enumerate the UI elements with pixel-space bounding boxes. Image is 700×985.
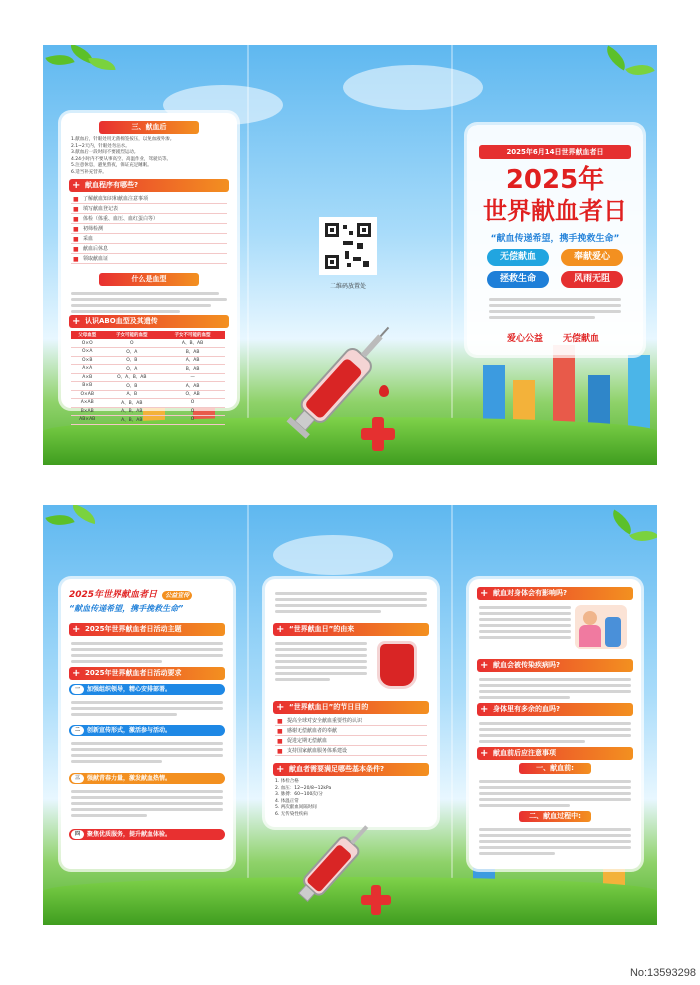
- program-step: ■ 领取献血证: [71, 255, 227, 264]
- requirement-item: [69, 684, 225, 695]
- requirement-body: [71, 739, 223, 766]
- abo-cell: B、AB: [160, 365, 225, 374]
- red-cross-icon: [361, 885, 391, 915]
- cover-body-text: [489, 295, 621, 322]
- cover-title: 世界献血者日: [483, 197, 627, 225]
- abo-cell: O、A: [103, 365, 160, 374]
- abo-cell: A、B、AB: [103, 416, 160, 425]
- requirement-body: [71, 698, 223, 719]
- leaf-decoration: [601, 45, 631, 70]
- bottom-tag: 无偿献血: [563, 334, 600, 344]
- back-heading-badge: 公益宣传: [162, 591, 192, 600]
- bottom-tag: 爱心公益: [507, 334, 544, 344]
- program-step: ■ 献血后休息: [71, 245, 227, 254]
- back-slogan: “献血传递希望，携手挽救生命”: [69, 604, 184, 613]
- abo-cell: O: [160, 399, 225, 408]
- abo-cell: A×AB: [71, 399, 103, 408]
- condition-item: 2. 血压：12~20/8~12kPa: [275, 785, 332, 791]
- abo-row: [71, 382, 225, 391]
- pill-tag: 拯救生命: [487, 271, 549, 288]
- requirement-text: 创新宣传形式，激活参与活动。: [87, 727, 172, 734]
- abo-row: [71, 356, 225, 365]
- abo-row: [71, 390, 225, 399]
- red-cross-icon: [361, 417, 395, 451]
- theme-title: + 2025年世界献血者日活动主题: [69, 623, 225, 636]
- abo-cell: A×B: [71, 373, 103, 382]
- abo-cell: O、AB: [160, 390, 225, 399]
- abo-row: [71, 365, 225, 374]
- program-step: ■ 填写献血登记表: [71, 205, 227, 214]
- cover-year: 2025年: [505, 165, 605, 195]
- requirement-number: 二: [71, 726, 84, 735]
- abo-table: [71, 331, 225, 425]
- requirement-item: [69, 725, 225, 736]
- abo-row: [71, 407, 225, 416]
- abo-cell: O×O: [71, 339, 103, 348]
- fold-line: [451, 505, 453, 925]
- leaf-decoration: [45, 49, 74, 71]
- text-line: 1.献血后，针眼处用无菌棉签按压，以免血液外渗。: [71, 137, 175, 142]
- purpose-item: ■ 提高全球对安全献血重要性的认识: [275, 717, 427, 726]
- text-line: 2.1~2天内，针眼处勿沾水。: [71, 143, 130, 149]
- qr-code-graphic: [323, 221, 373, 271]
- program-title: + 献血程序有哪些?: [69, 179, 229, 192]
- abo-row: [71, 399, 225, 408]
- program-step: ■ 采血: [71, 235, 227, 244]
- abo-cell: B×B: [71, 382, 103, 391]
- leaf-decoration: [629, 524, 657, 548]
- after-donation-text: [71, 137, 227, 176]
- blood-bag-icon: [377, 641, 417, 689]
- abo-cell: O、A: [103, 348, 160, 357]
- blood-type-title: 什么是血型: [99, 273, 199, 286]
- purpose-item: ■ 支持国家献血服务体系建设: [275, 747, 427, 756]
- conditions-title: + 献血者需要满足哪些基本条件?: [273, 763, 429, 776]
- condition-item: 1. 体检合格: [275, 779, 299, 784]
- effect-text: [479, 603, 571, 642]
- fold-line: [451, 45, 453, 465]
- abo-cell: AB×AB: [71, 416, 103, 425]
- theme-text: [71, 639, 223, 666]
- text-line: 4.24小时内不要从事高空、高温作业，驾驶员等。: [71, 156, 172, 162]
- program-step: ■ 体检（体重、血压、血红蛋白等）: [71, 215, 227, 224]
- origin-text: [275, 639, 367, 684]
- brochure-back-sheet: [43, 505, 657, 925]
- abo-cell: A、B、AB: [103, 399, 160, 408]
- abo-row: [71, 339, 225, 348]
- abo-cell: A、B、AB: [160, 339, 225, 348]
- program-step: ■ 了解献血知识和献血注意事项: [71, 195, 227, 204]
- section-title-after-donation: 三、献血后: [99, 121, 199, 134]
- program-step: ■ 初筛检测: [71, 225, 227, 234]
- text-line: 5.注意休息，避免熬夜，保证充足睡眠。: [71, 163, 152, 168]
- abo-cell: O×B: [71, 356, 103, 365]
- leaf-decoration: [625, 58, 654, 82]
- back-heading: [69, 587, 192, 600]
- abo-cell: O×A: [71, 348, 103, 357]
- during-label: 二、献血过程中:: [519, 811, 591, 822]
- cloud: [273, 535, 393, 575]
- during-text: [479, 825, 631, 858]
- abo-cell: O、A、B、AB: [103, 373, 160, 382]
- effect-title: + 献血对身体会有影响吗?: [477, 587, 633, 600]
- requirement-number: 一: [71, 685, 84, 694]
- blood-amount-text: [479, 719, 631, 746]
- requirement-number: 四: [71, 830, 84, 839]
- blood-drop-icon: [379, 385, 389, 397]
- requirement-text: 加强组织领导，精心安排部署。: [87, 686, 172, 693]
- abo-cell: O、B: [103, 356, 160, 365]
- pill-tag: 风雨无阻: [561, 271, 623, 288]
- purpose-item: ■ 感谢无偿献血者的奉献: [275, 727, 427, 736]
- notice-title: + 献血前后应注意事项: [477, 747, 633, 760]
- back-middle-card: [265, 579, 437, 827]
- abo-cell: A、AB: [160, 382, 225, 391]
- text-line: 3.献血后一段时间不要剧烈运动。: [71, 150, 139, 155]
- pill-tag: 无偿献血: [487, 249, 549, 266]
- abo-header: 子女不可能的血型: [160, 331, 225, 339]
- front-left-card: [61, 113, 237, 423]
- fold-line: [247, 505, 249, 925]
- brochure-front-sheet: [43, 45, 657, 465]
- abo-title: + 认识ABO血型及其遗传: [69, 315, 229, 328]
- back-heading-text: 2025年世界献血者日: [69, 590, 158, 600]
- front-right-card: [467, 125, 643, 355]
- building: [628, 355, 650, 435]
- abo-cell: A、B、AB: [103, 407, 160, 416]
- requirement-text: 聚焦优质服务，提升献血体验。: [87, 831, 172, 838]
- back-left-card: [61, 579, 233, 869]
- blood-type-text: [71, 289, 227, 316]
- middle-intro-text: [275, 589, 427, 616]
- fold-line: [247, 45, 249, 465]
- qr-code: [319, 217, 377, 275]
- abo-cell: O×AB: [71, 390, 103, 399]
- watermark-id: No:13593298: [629, 967, 696, 979]
- abo-cell: O: [103, 339, 160, 348]
- abo-header: 子女可能的血型: [103, 331, 160, 339]
- requirement-number: 三: [71, 774, 84, 783]
- abo-header: 父母血型: [71, 331, 103, 339]
- abo-cell: —: [160, 373, 225, 382]
- back-right-card: [469, 579, 641, 869]
- abo-row: [71, 416, 225, 425]
- abo-cell: A、AB: [160, 356, 225, 365]
- cover-slogan: “献血传递希望，携手挽救生命”: [490, 234, 620, 244]
- nurse-illustration: [575, 605, 627, 649]
- purpose-title: + “世界献血日”的节日目的: [273, 701, 429, 714]
- abo-cell: O: [160, 416, 225, 425]
- requirements-title: + 2025年世界献血者日活动要求: [69, 667, 225, 680]
- abo-cell: A×A: [71, 365, 103, 374]
- requirement-item: [69, 829, 225, 840]
- condition-item: 3. 脉搏：60~100次/分: [275, 792, 323, 797]
- qr-caption: 二维码放置处: [329, 283, 366, 290]
- disease-title: + 献血会被传染疾病吗?: [477, 659, 633, 672]
- abo-cell: O: [160, 407, 225, 416]
- requirement-text: 强献青春力量，激发献血热情。: [87, 775, 172, 782]
- before-label: 一、献血前:: [519, 763, 591, 774]
- pill-tag: 奉献爱心: [561, 249, 623, 266]
- date-badge: 2025年6月14日世界献血者日: [479, 145, 631, 159]
- abo-row: [71, 348, 225, 357]
- abo-cell: B×AB: [71, 407, 103, 416]
- before-text: [479, 777, 631, 810]
- requirement-body: [71, 787, 223, 820]
- blood-amount-title: + 身体里有多余的血吗?: [477, 703, 633, 716]
- requirement-item: [69, 773, 225, 784]
- purpose-item: ■ 促进定期无偿献血: [275, 737, 427, 746]
- leaf-decoration: [607, 509, 637, 534]
- origin-title: + “世界献血日”的由来: [273, 623, 429, 636]
- disease-text: [479, 675, 631, 702]
- leaf-decoration: [45, 509, 74, 531]
- abo-cell: A、B: [103, 390, 160, 399]
- cloud: [343, 65, 483, 110]
- abo-cell: O、B: [103, 382, 160, 391]
- condition-item: 6. 无传染性疾病: [275, 811, 308, 817]
- abo-row: [71, 373, 225, 382]
- leaf-decoration: [88, 56, 115, 72]
- condition-item: 4. 体温正常: [275, 798, 299, 804]
- condition-item: 5. 两次献血间隔时间: [275, 805, 317, 810]
- text-line: 6.适当补充营养。: [71, 169, 107, 175]
- abo-cell: B、AB: [160, 348, 225, 357]
